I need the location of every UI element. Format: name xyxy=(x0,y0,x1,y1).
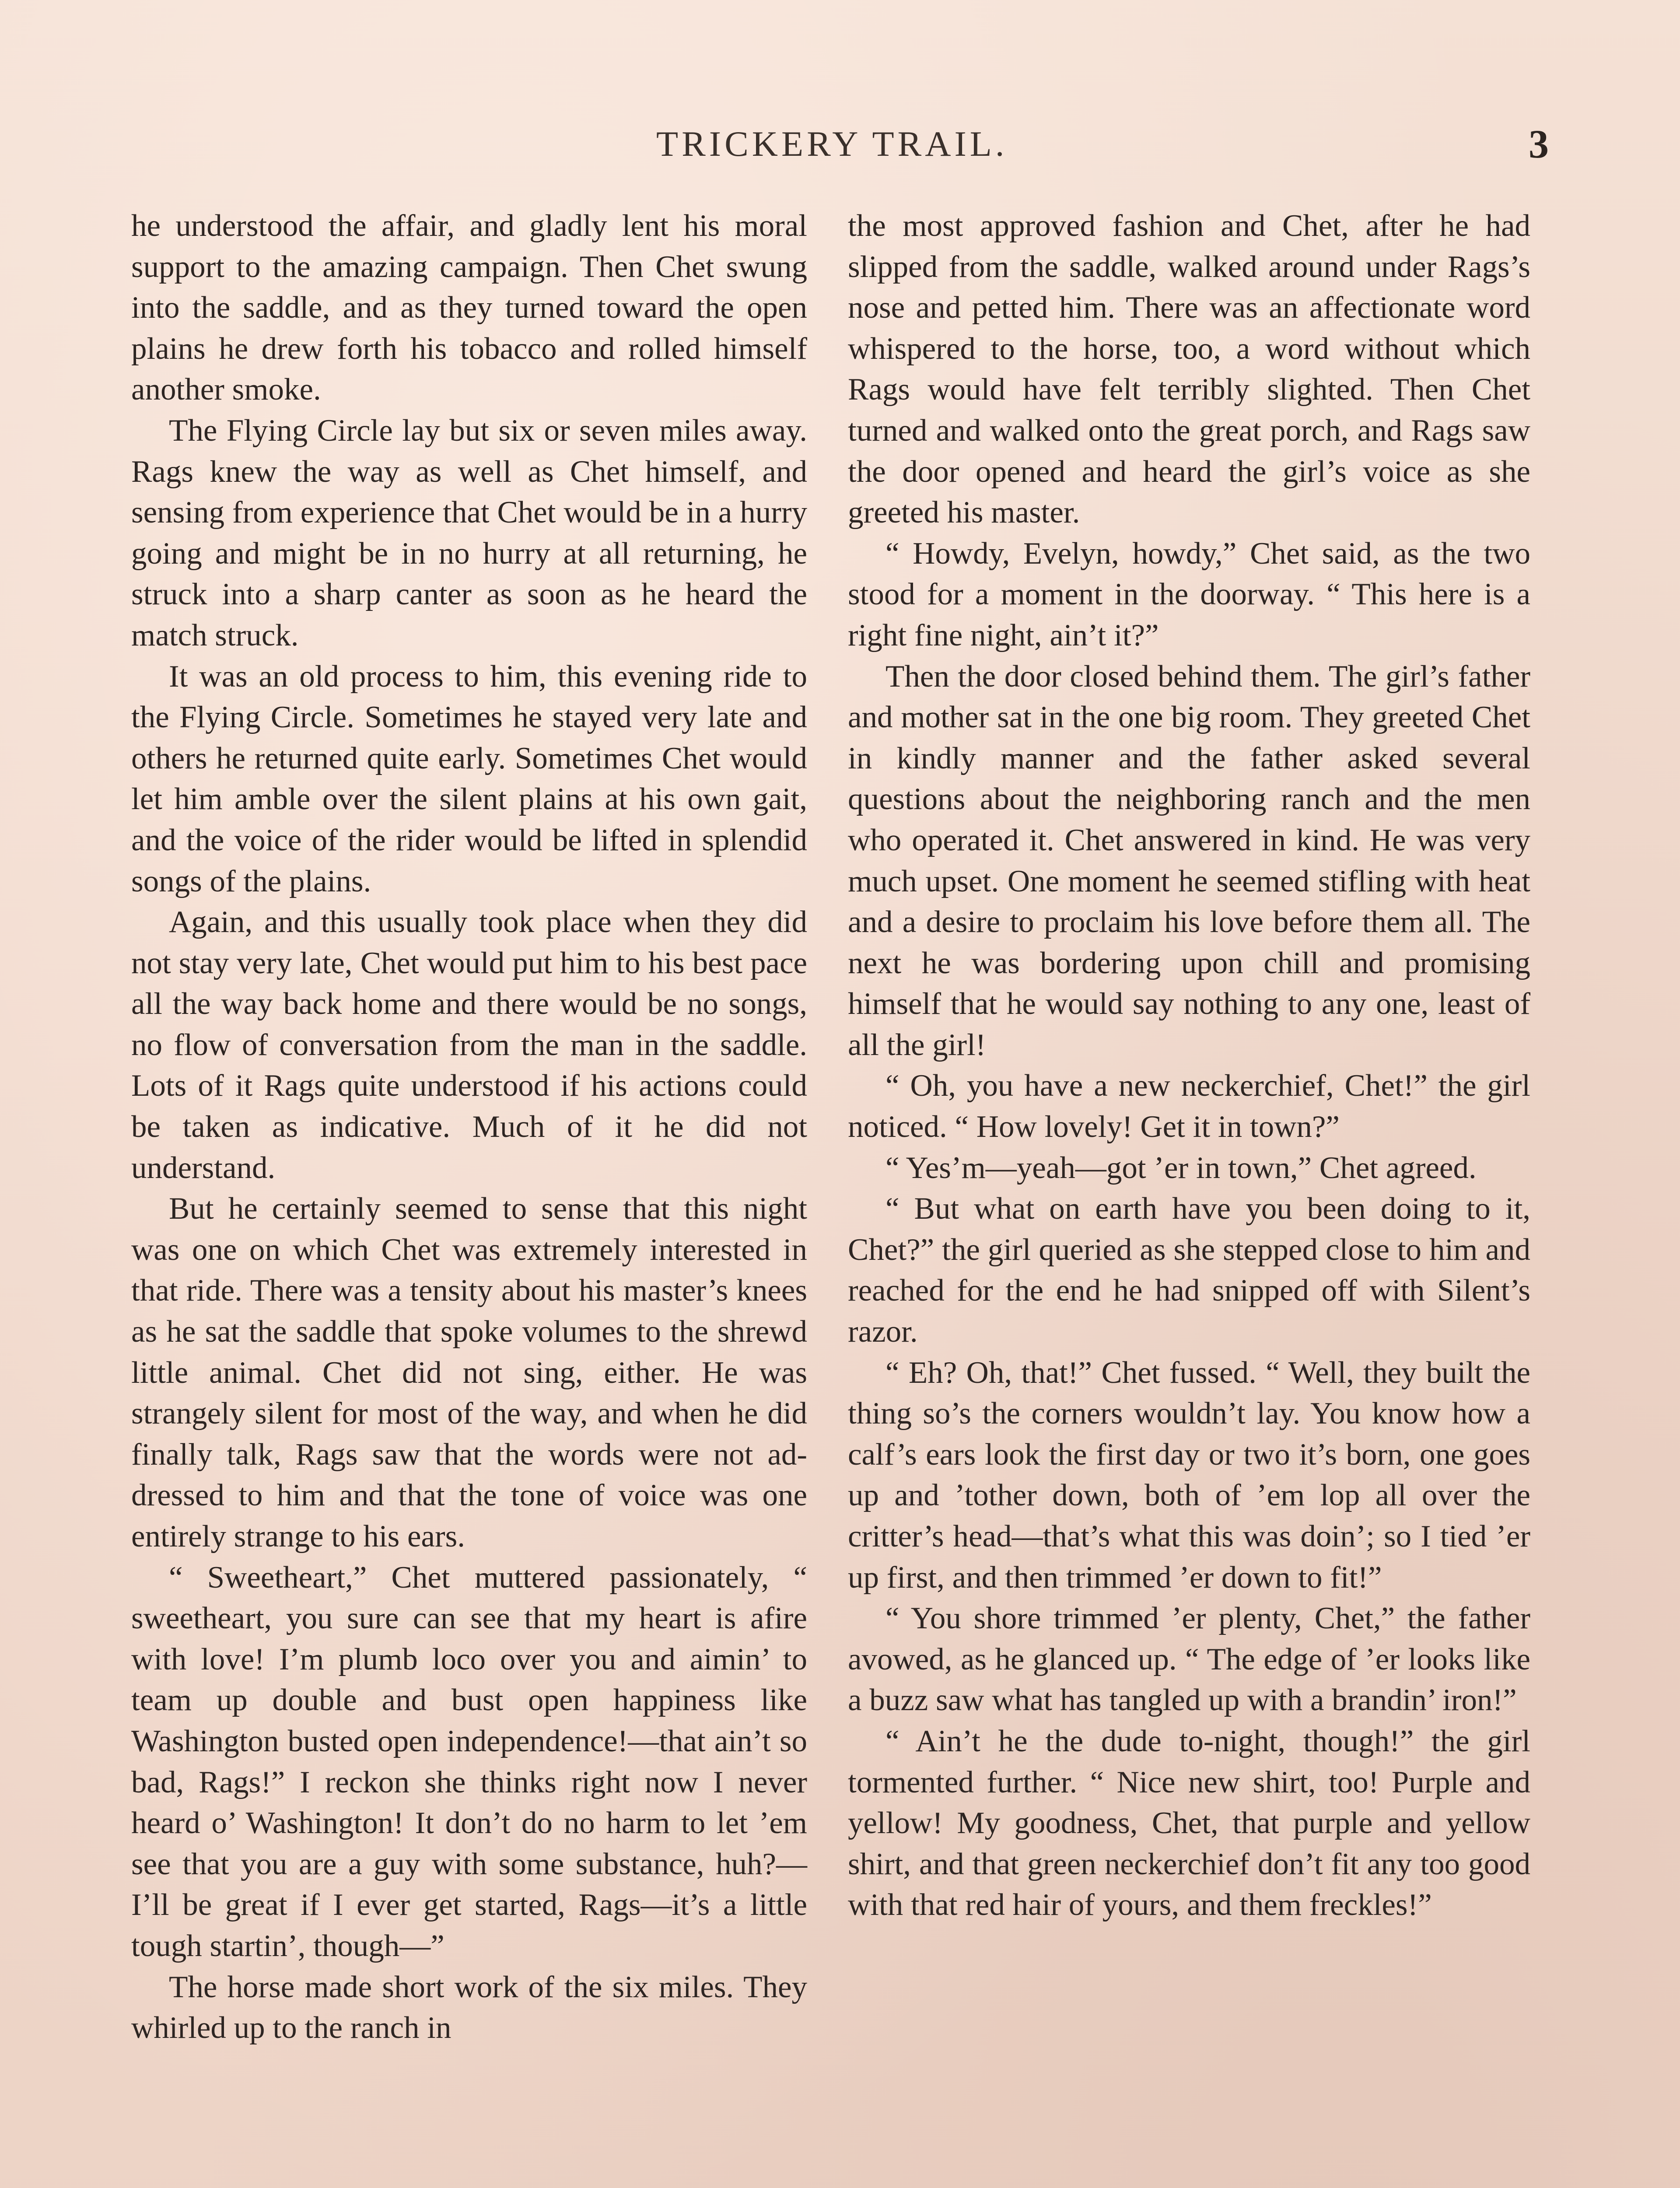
paragraph: “ Ain’t he the dude to-night, though!” the girl tormented further. “ Nice new shirt, too! Purple and yellow! My goodness, Chet, that purple and yellow shirt, and that green neckerchief don’t fit any too good with that red hair of yours, and them freckles!” xyxy=(848,1724,1530,1922)
paragraph: Again, and this usually took place when they did not stay very late, Chet would put him to his best pace all the way back home and there would be no songs, no flow of conversation from the man in the saddle. Lots of it Rags quite understood if his actions could be taken as indicative. Much of it he did not understand. xyxy=(131,905,807,1185)
paragraph: “ Yes’m—yeah—got ’er in town,” Chet agreed. xyxy=(886,1150,1477,1185)
paragraph: But he certainly seemed to sense that this night was one on which Chet was extremely interested in that ride. There was a tensity about his master’s knees as he sat the saddle that spoke volumes to the shrewd little animal. Chet did not sing, either. He was strangely silent for most of the way, and when he did finally talk, Rags saw that the words were not addressed to him and that the tone of voice was one entirely strange to his ears. xyxy=(131,1192,807,1553)
right-text-column xyxy=(848,206,1530,1926)
paragraph: “ Eh? Oh, that!” Chet fussed. “ Well, they built the thing so’s the corners wouldn’t lay. You know how a calf’s ears look the first day or two it’s born, one goes up and ’tother down, both of ’em lop all over the critter’s head—that’s what this was doin’; so I tied ’er up first, and then trimmed ’er down to fit!” xyxy=(848,1355,1530,1595)
page-number: 3 xyxy=(1529,122,1549,166)
page-header xyxy=(0,123,1680,176)
paragraph: the most approved fashion and Chet, after he had slipped from the saddle, walked around under Rags’s nose and petted him. There was an affectionate word whispered to the horse, too, a word without which Rags would have felt terribly slighted. Then Chet turned and walked onto the great porch, and Rags saw the door opened and heard the girl’s voice as she greeted his master. xyxy=(848,209,1530,530)
paragraph: “ You shore trimmed ’er plenty, Chet,” the father avowed, as he glanced up. “ The edge of ’er looks like a buzz saw what has tangled up with a brandin’ iron!” xyxy=(848,1601,1530,1718)
left-text-column xyxy=(131,206,807,2049)
paragraph: “ But what on earth have you been doing to it, Chet?” the girl queried as she stepped close to him and reached for the end he had snipped off with Silent’s razor. xyxy=(848,1192,1530,1349)
paragraph: The horse made short work of the six miles. They whirled up to the ranch in xyxy=(131,1970,807,2045)
paragraph: “ Sweetheart,” Chet muttered passionately, “ sweetheart, you sure can see that my heart is afire with love! I’m plumb loco over you and aimin’ to team up double and bust open happiness like Washington busted open independence!—that ain’t so bad, Rags!” I reckon she thinks right now I never heard o’ Washington! It don’t do no harm to let ’em see that you are a guy with some substance, huh?—I’ll be great if I ever get started, Rags—it’s a little tough startin’, though—” xyxy=(131,1560,807,1963)
paragraph: he understood the affair, and gladly lent his moral support to the amazing campaign. Then Chet swung into the saddle, and as they turned toward the open plains he drew forth his tobacco and rolled himself another smoke. xyxy=(131,209,807,407)
paragraph: It was an old process to him, this evening ride to the Flying Circle. Sometimes he stayed very late and others he returned quite early. Sometimes Chet would let him amble over the silent plains at his own gait, and the voice of the rider would be lifted in splendid songs of the plains. xyxy=(131,659,807,898)
running-title: TRICKERY TRAIL. xyxy=(656,124,1008,164)
paragraph: “ Oh, you have a new neckerchief, Chet!” the girl noticed. “ How lovely! Get it in town?” xyxy=(848,1069,1530,1144)
paragraph: “ Howdy, Evelyn, howdy,” Chet said, as the two stood for a moment in the doorway. “ This here is a right fine night, ain’t it?” xyxy=(848,536,1530,652)
paragraph: Then the door closed behind them. The girl’s father and mother sat in the one big room. They greeted Chet in kindly manner and the father asked several questions about the neighboring ranch and the men who operated it. Chet answered in kind. He was very much upset. One moment he seemed stifling with heat and a desire to proclaim his love before them all. The next he was bordering upon chill and promising himself that he would say nothing to any one, least of all the girl! xyxy=(848,659,1530,1062)
paragraph: The Flying Circle lay but six or seven miles away. Rags knew the way as well as Chet himself, and sensing from experience that Chet would be in a hurry going and might be in no hurry at all returning, he struck into a sharp canter as soon as he heard the match struck. xyxy=(131,413,807,652)
